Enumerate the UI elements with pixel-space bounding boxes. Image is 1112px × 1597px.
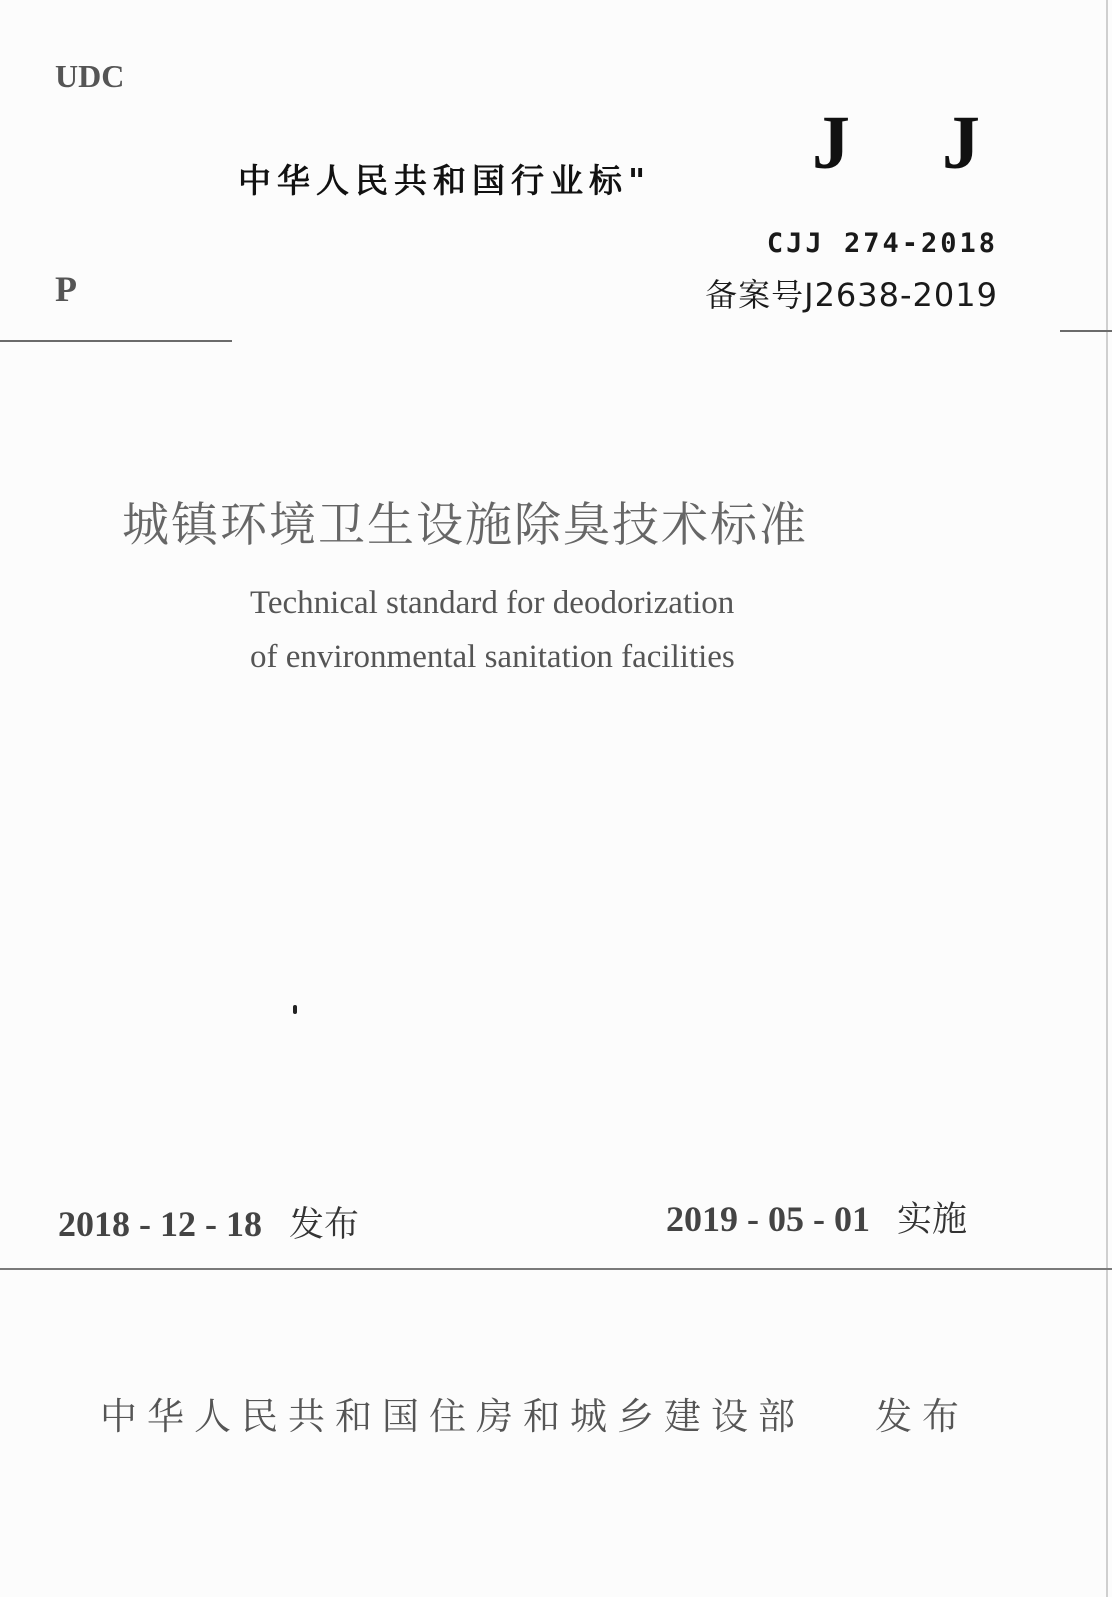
page-edge xyxy=(1106,0,1108,1597)
stray-mark xyxy=(293,1005,297,1014)
udc-label: UDC xyxy=(55,58,125,94)
issuer-name: 中华人民共和国住房和城乡建设部 xyxy=(100,1395,805,1438)
top-divider-right xyxy=(1060,330,1112,332)
standard-code: CJJ 274-2018 xyxy=(766,228,998,259)
top-divider xyxy=(0,340,232,342)
bottom-divider xyxy=(0,1268,1112,1270)
classification-label: P xyxy=(55,269,77,309)
publish-date-block xyxy=(58,1197,359,1247)
title-english-line1: Technical standard for deodorization xyxy=(250,585,735,621)
title-chinese: 城镇环境卫生设施除臭技术标准 xyxy=(122,498,808,553)
implement-date: 2019 - 05 - 01 xyxy=(666,1199,870,1239)
record-number: 备案号J2638-2019 xyxy=(705,276,998,314)
publish-date: 2018 - 12 - 18 xyxy=(58,1204,262,1244)
implement-date-block xyxy=(666,1192,967,1242)
standard-type: 中华人民共和国行业标" xyxy=(238,161,652,200)
issuer-block xyxy=(100,1386,969,1440)
category-mark: JJ xyxy=(812,101,1072,185)
implement-label: 实施 xyxy=(896,1200,967,1240)
publish-label: 发布 xyxy=(288,1205,359,1245)
title-english xyxy=(250,576,735,684)
issuer-action: 发布 xyxy=(875,1395,969,1438)
title-english-line2: of environmental sanitation facilities xyxy=(250,639,735,675)
